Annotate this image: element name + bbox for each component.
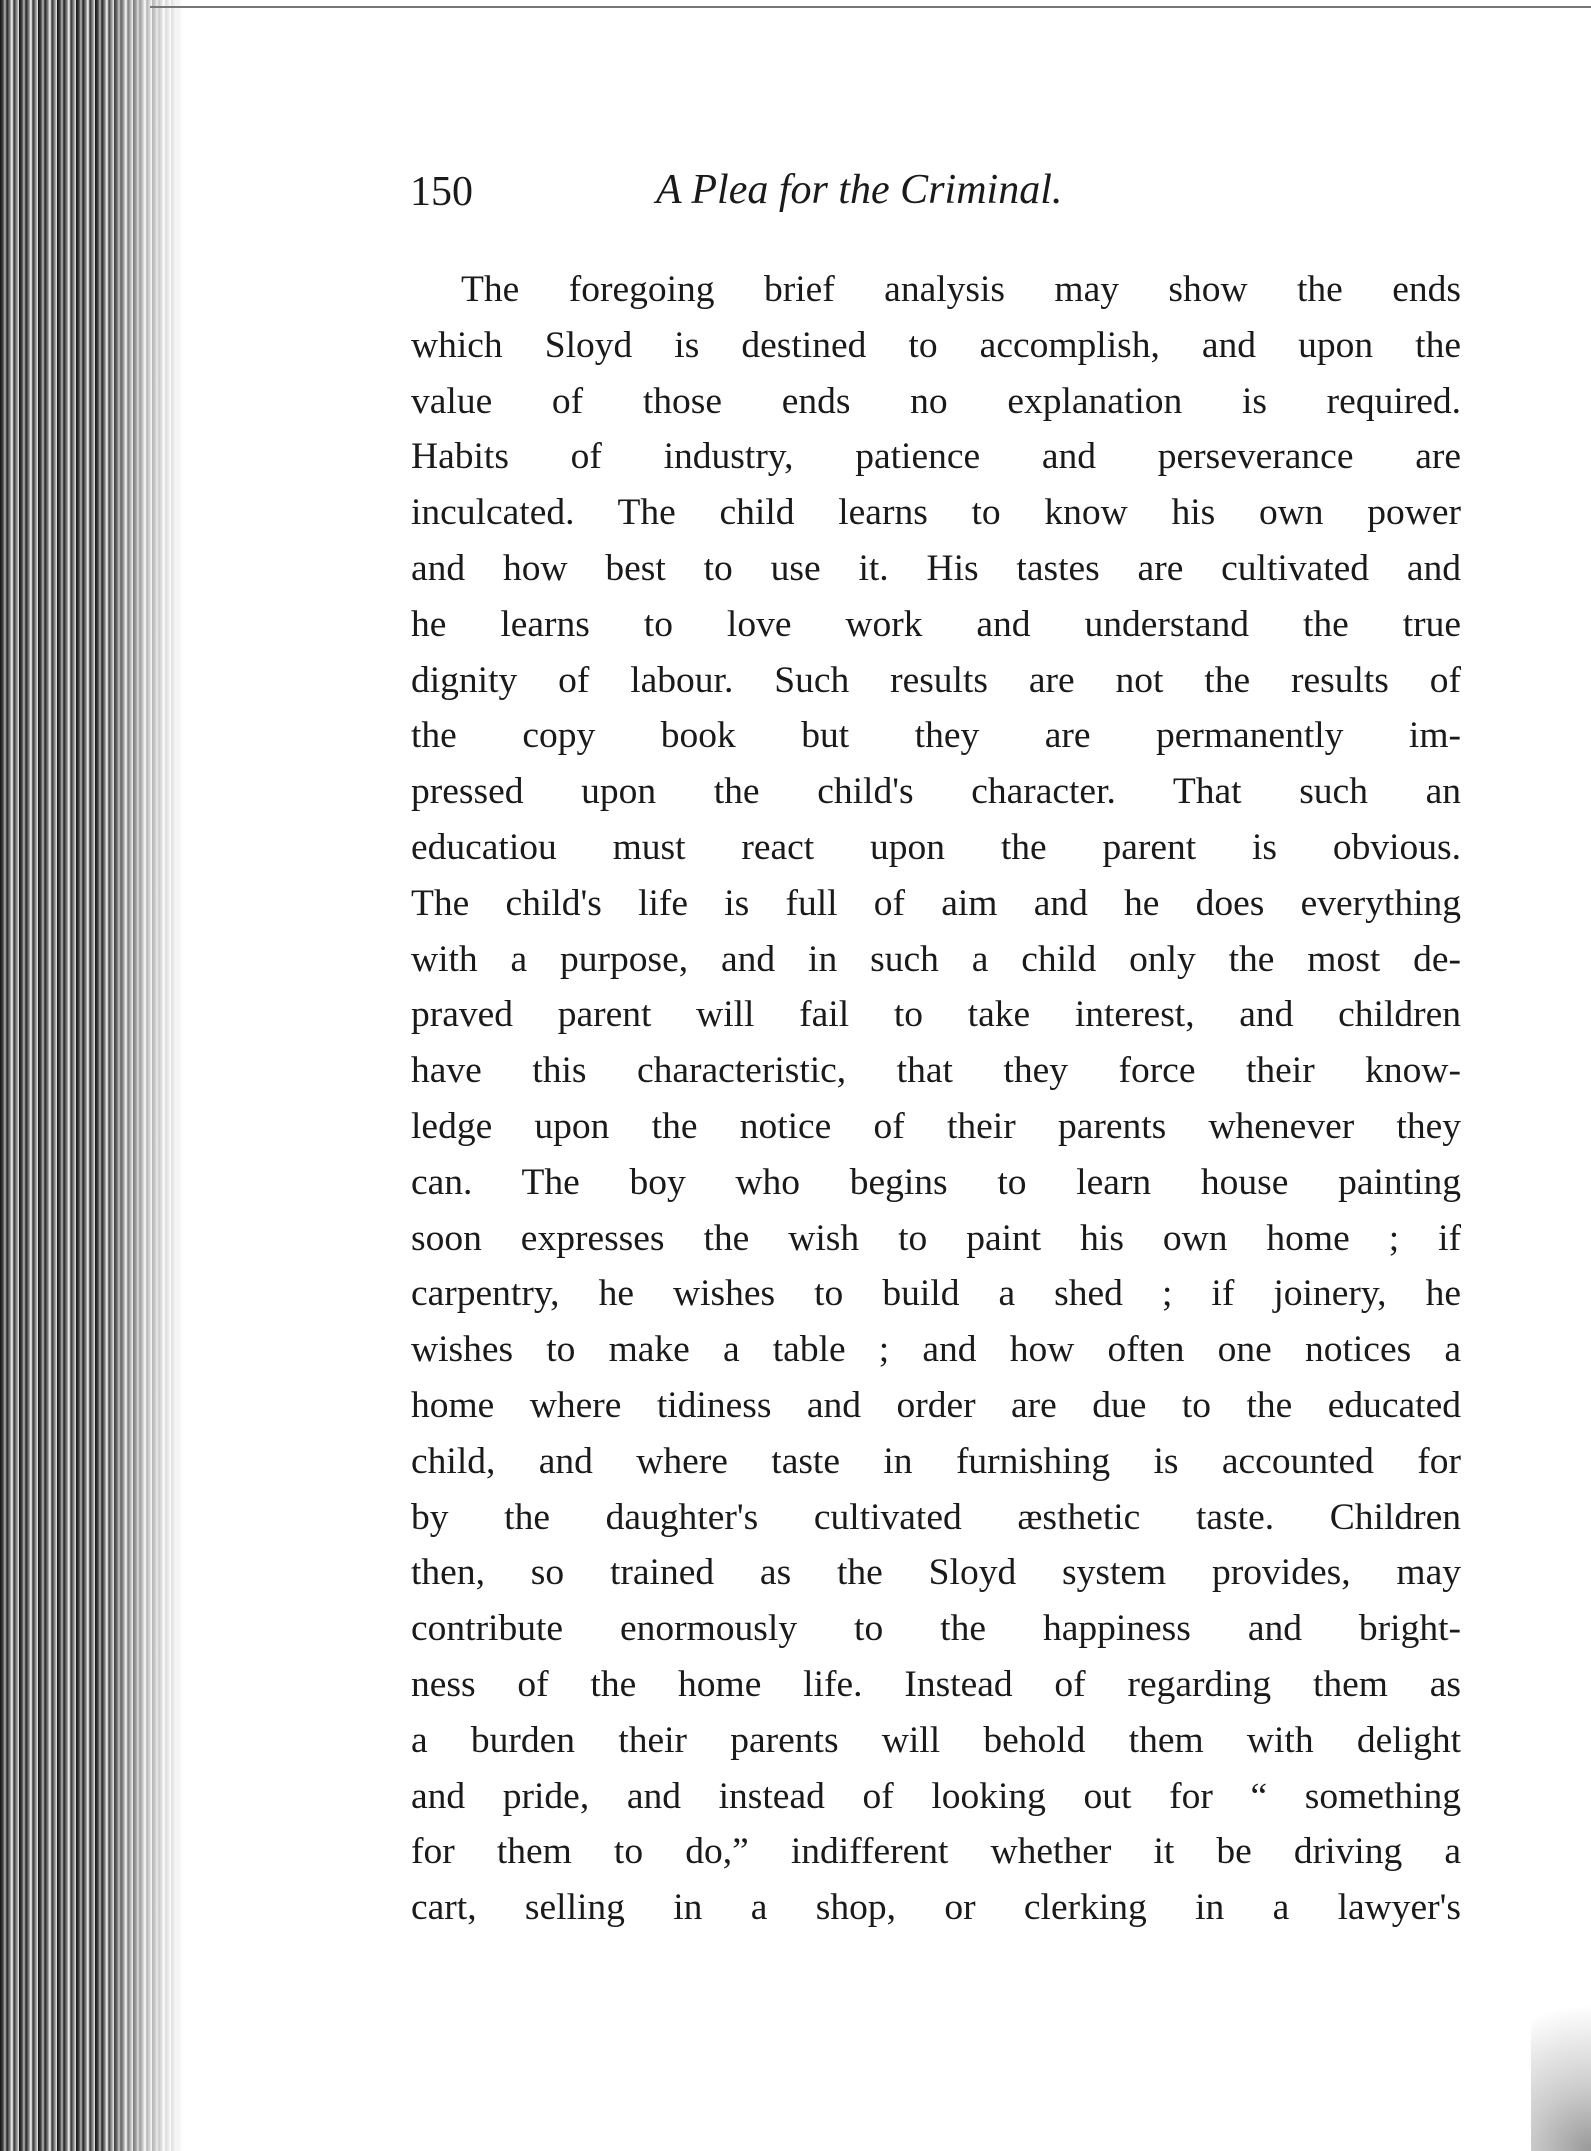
book-spine-edge: [0, 0, 185, 2151]
text-line: contribute enormously to the happiness and bright-: [411, 1608, 1461, 1650]
text-line: cart, selling in a shop, or clerking in a lawyer's: [411, 1887, 1461, 1929]
text-line: with a purpose, and in such a child only the most de-: [411, 938, 1461, 980]
text-line: dignity of labour. Such results are not the results of: [411, 659, 1461, 701]
text-line: praved parent will fail to take interest, and children: [411, 994, 1461, 1036]
text-line: the copy book but they are permanently im-: [411, 715, 1461, 757]
text-line: pressed upon the child's character. That such an: [411, 771, 1461, 813]
text-line: have this characteristic, that they force their know-: [411, 1050, 1461, 1092]
text-line: then, so trained as the Sloyd system provides, may: [411, 1552, 1461, 1594]
text-line: carpentry, he wishes to build a shed ; if joinery, he: [411, 1273, 1461, 1315]
text-line: and pride, and instead of looking out for “ something: [411, 1775, 1461, 1817]
text-line: The child's life is full of aim and he does everything: [411, 882, 1461, 924]
text-line: ledge upon the notice of their parents whenever they: [411, 1105, 1461, 1147]
text-line: which Sloyd is destined to accomplish, and upon the: [411, 324, 1461, 366]
text-line: child, and where taste in furnishing is accounted for: [411, 1440, 1461, 1482]
text-line: value of those ends no explanation is required.: [411, 380, 1461, 422]
text-line: Habits of industry, patience and perseverance are: [411, 436, 1461, 478]
page-corner-shadow: [1531, 1951, 1591, 2151]
body-text: [411, 262, 1461, 1936]
text-line: wishes to make a table ; and how often one notices a: [411, 1329, 1461, 1371]
page-top-edge: [150, 6, 1591, 8]
text-line: by the daughter's cultivated æsthetic taste. Children: [411, 1496, 1461, 1538]
text-line: he learns to love work and understand the true: [411, 603, 1461, 645]
text-line: and how best to use it. His tastes are cultivated and: [411, 547, 1461, 589]
text-line: can. The boy who begins to learn house painting: [411, 1161, 1461, 1203]
text-line: The foregoing brief analysis may show the ends: [461, 269, 1461, 310]
text-line: soon expresses the wish to paint his own home ; if: [411, 1217, 1461, 1259]
page-number: 150: [410, 169, 473, 215]
text-line: educatiou must react upon the parent is obvious.: [411, 826, 1461, 868]
text-line: home where tidiness and order are due to the educated: [411, 1384, 1461, 1426]
text-line: a burden their parents will behold them with delight: [411, 1719, 1461, 1761]
running-title: A Plea for the Criminal.: [656, 167, 1063, 213]
text-line: for them to do,” indifferent whether it be driving a: [411, 1831, 1461, 1873]
text-line: ness of the home life. Instead of regarding them as: [411, 1663, 1461, 1705]
text-line: inculcated. The child learns to know his own power: [411, 492, 1461, 534]
